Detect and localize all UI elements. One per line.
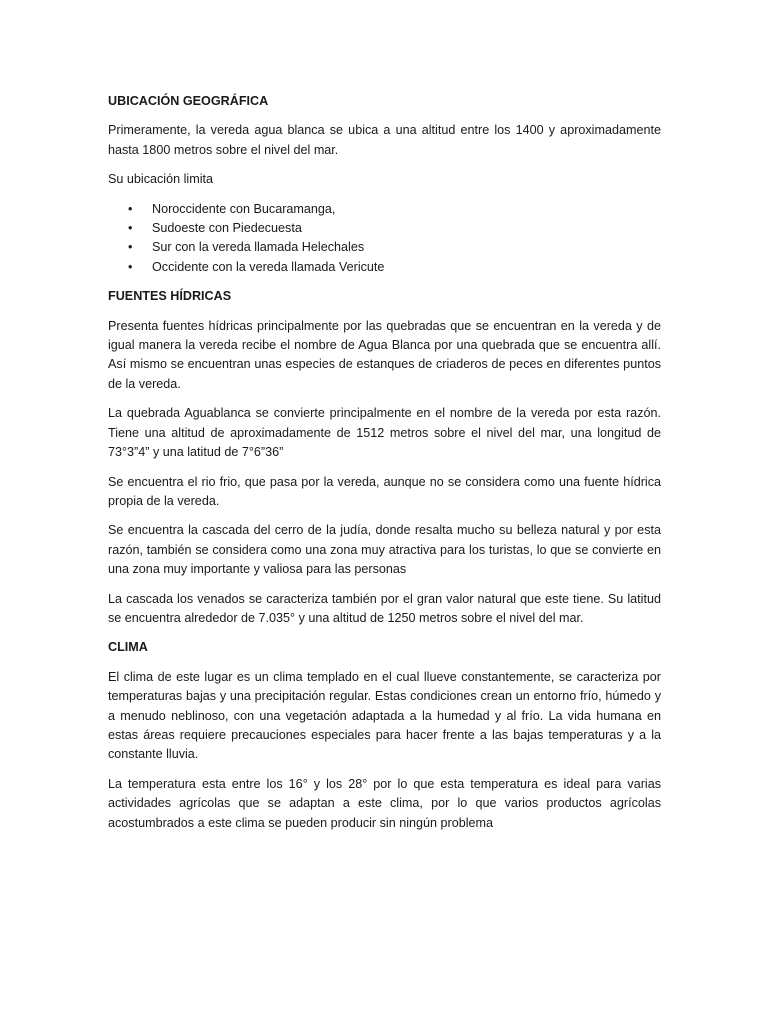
list-item-text: Sur con la vereda llamada Helechales: [152, 240, 365, 255]
paragraph-clima-1: El clima de este lugar es un clima templado en el cual llueve constantemente, se caracteriza por temperaturas bajas y una precipitación regular. Estas condiciones crean un entorno frío, húmedo y a menudo neblinoso, con una vegetación adaptada a la humedad y al frío. La vida humana en estas áreas requiere precauciones especiales para hacer frente a las bajas temperaturas y a la constante lluvia.: [108, 669, 661, 762]
limits-list: [108, 200, 661, 278]
paragraph-fuentes-2: La quebrada Aguablanca se convierte principalmente en el nombre de la vereda por esta razón. Tiene una altitud de aproximadamente de 1512 metros sobre el nivel del mar, una longitud de 73°3”4” y una latitud de 7°6”36”: [108, 406, 661, 460]
bullet-icon: •: [128, 201, 133, 216]
paragraph-ubicacion: Primeramente, la vereda agua blanca se ubica a una altitud entre los 1400 y aproximadamente hasta 1800 metros sobre el nivel del mar.: [108, 123, 661, 157]
bullet-icon: •: [128, 221, 133, 236]
list-item: [108, 200, 661, 219]
paragraph-fuentes-1: Presenta fuentes hídricas principalmente por las quebradas que se encuentran en la vereda y de igual manera la vereda recibe el nombre de Agua Blanca por una quebrada que se encuentra allí. Así mismo se encuentran unas especies de estanques de criaderos de peces en diferentes puntos de la vereda.: [108, 318, 661, 391]
paragraph-fuentes-5: La cascada los venados se caracteriza también por el gran valor natural que este tiene. Su latitud se encuentra alrededor de 7.035° y una altitud de 1250 metros sobre el nivel del mar.: [108, 591, 661, 625]
document-page: [108, 92, 661, 843]
list-item-text: Noroccidente con Bucaramanga,: [152, 201, 336, 216]
bullet-icon: •: [128, 240, 133, 255]
section-heading-ubicacion: UBICACIÓN GEOGRÁFICA: [108, 94, 269, 108]
list-item: [108, 258, 661, 277]
list-item-text: Occidente con la vereda llamada Vericute: [152, 259, 385, 274]
list-item-text: Sudoeste con Piedecuesta: [152, 221, 302, 236]
section-heading-clima: CLIMA: [108, 640, 148, 655]
list-item: [108, 219, 661, 238]
section-heading-fuentes: FUENTES HÍDRICAS: [108, 289, 232, 304]
list-item: [108, 238, 661, 257]
paragraph-fuentes-3: Se encuentra el rio frio, que pasa por la vereda, aunque no se considera como una fuente hídrica propia de la vereda.: [108, 474, 661, 508]
paragraph-fuentes-4: Se encuentra la cascada del cerro de la judía, donde resalta mucho su belleza natural y por esta razón, también se considera como una zona muy atractiva para los turistas, lo que se convierte en una zona muy importante y valiosa para las personas: [108, 523, 661, 577]
paragraph-clima-2: La temperatura esta entre los 16° y los 28° por lo que esta temperatura es ideal para varias actividades agrícolas que se adaptan a este clima, por lo que varios productos agrícolas acostumbrados a este clima se pueden producir sin ningún problema: [108, 776, 661, 830]
limits-intro: Su ubicación limita: [108, 172, 213, 187]
bullet-icon: •: [128, 259, 133, 274]
